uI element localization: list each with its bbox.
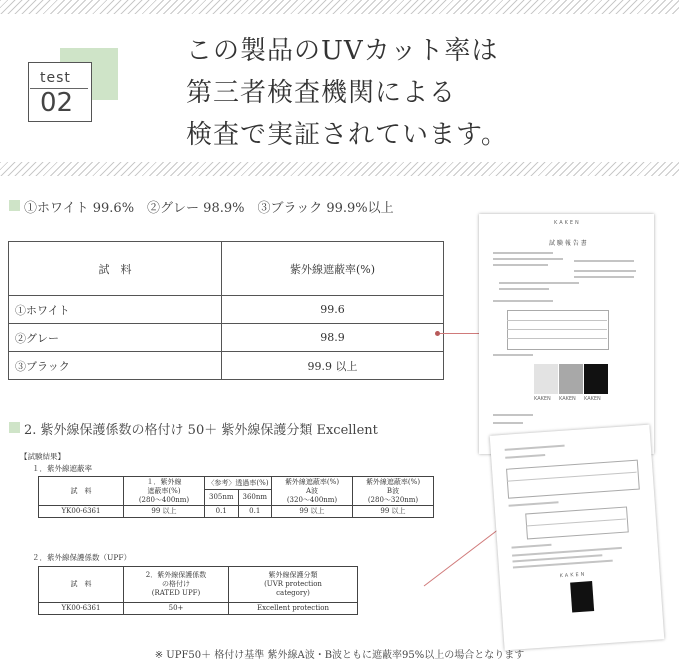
report-text-line	[574, 276, 634, 278]
report-logo: KAKEN	[559, 571, 587, 580]
sample-label: KAKEN	[584, 396, 601, 402]
test-report-document-2	[490, 425, 665, 651]
report-table-line	[507, 338, 607, 339]
table-row	[9, 296, 444, 324]
report-text-line	[505, 445, 565, 451]
headline-line-3: 検査で実証されています。	[186, 120, 508, 150]
report-text-line	[505, 454, 545, 459]
cell-305: 0.1	[205, 506, 239, 518]
sample-black-swatch	[570, 581, 594, 612]
report-table-line	[507, 329, 607, 330]
headline-line-2: 第三者検査機関による	[186, 78, 457, 108]
report-text-line	[493, 414, 533, 416]
table-row	[9, 352, 444, 380]
upf-table	[38, 566, 358, 615]
report-text-line	[511, 544, 551, 549]
report-text-line	[499, 288, 549, 290]
header-uv-rate: 紫外線遮蔽率(%)	[222, 242, 444, 296]
report-table	[507, 310, 609, 350]
report-text-line	[493, 252, 553, 254]
sample-gray-swatch	[559, 364, 583, 394]
cell-305-header: 305nm	[205, 490, 239, 506]
sample-white-swatch	[534, 364, 558, 394]
sample-label: KAKEN	[559, 396, 576, 402]
cell-upf: 50+	[124, 603, 229, 615]
cell-b: 99 以上	[353, 506, 434, 518]
cell-a: 99 以上	[272, 506, 353, 518]
report-text-line	[512, 547, 622, 557]
cell-sample: YK00-6361	[39, 506, 124, 518]
test-report-document	[479, 214, 654, 454]
results-sub1: １．紫外線遮蔽率	[32, 464, 92, 473]
report-text-line	[493, 422, 523, 424]
uv-shielding-table	[8, 241, 444, 380]
upf-results-panel	[8, 446, 444, 632]
top-hatch-divider	[0, 0, 679, 14]
row-sample: ②グレー	[9, 324, 222, 352]
report-text-line	[493, 354, 533, 356]
row-value: 98.9	[222, 324, 444, 352]
report-text-line	[509, 501, 559, 506]
report-table-line	[507, 320, 607, 321]
footnote: ※ UPF50＋ 格付け基準 紫外線A波・B波ともに遮蔽率95%以上の場合となります	[154, 650, 525, 661]
cell-category-header: 紫外線保護分類 (UVR protection category)	[229, 567, 358, 603]
section2-title: 2. 紫外線保護係数の格付け 50＋ 紫外線保護分類 Excellent	[24, 423, 378, 438]
cell-b-header: 紫外線遮蔽率(%) B波 (280～320nm)	[353, 477, 434, 506]
cell-360: 0.1	[238, 506, 272, 518]
cell-ref-header: 〈参考〉透過率(%)	[205, 477, 272, 490]
row-value: 99.9 以上	[222, 352, 444, 380]
badge-number: 02	[40, 88, 74, 118]
table-row	[9, 324, 444, 352]
section1-title: ①ホワイト 99.6% ②グレー 98.9% ③ブラック 99.9%以上	[24, 201, 394, 216]
report-text-line	[493, 300, 553, 302]
report-text-line	[499, 282, 579, 284]
sample-label: KAKEN	[534, 396, 551, 402]
results-label: 【試験結果】	[20, 452, 65, 461]
row-sample: ①ホワイト	[9, 296, 222, 324]
report-title: 試 験 報 告 書	[549, 240, 587, 247]
report-text-line	[493, 264, 548, 266]
report-text-line	[574, 270, 636, 272]
table-row	[39, 506, 434, 518]
row-value: 99.6	[222, 296, 444, 324]
cell-uv: 99 以上	[124, 506, 205, 518]
cell-sample: YK00-6361	[39, 603, 124, 615]
results-sub2: ２．紫外線保護係数（UPF）	[32, 553, 132, 562]
report-text-line	[493, 258, 563, 260]
cell-sample-header: 試 料	[39, 477, 124, 506]
table-header-row	[9, 242, 444, 296]
cell-uv-header: １．紫外線 遮蔽率(%) (280～400nm)	[124, 477, 205, 506]
cell-360-header: 360nm	[238, 490, 272, 506]
sample-black-swatch	[584, 364, 608, 394]
report-logo: KAKEN	[554, 220, 581, 226]
row-sample: ③ブラック	[9, 352, 222, 380]
section2-marker	[9, 422, 20, 433]
report-text-line	[574, 260, 634, 262]
headline-line-1: この製品のUVカット率は	[186, 36, 499, 66]
section1-marker	[9, 200, 20, 211]
cell-a-header: 紫外線遮蔽率(%) A波 (320～400nm)	[272, 477, 353, 506]
cell-upf-header: 2．紫外線保護係数 の格付け (RATED UPF)	[124, 567, 229, 603]
cell-sample-header: 試 料	[39, 567, 124, 603]
header-sample: 試 料	[9, 242, 222, 296]
cell-category: Excellent protection	[229, 603, 358, 615]
badge-label: test	[40, 70, 71, 86]
table-row	[39, 603, 358, 615]
mid-hatch-divider	[0, 162, 679, 176]
uv-rate-detail-table	[38, 476, 434, 518]
